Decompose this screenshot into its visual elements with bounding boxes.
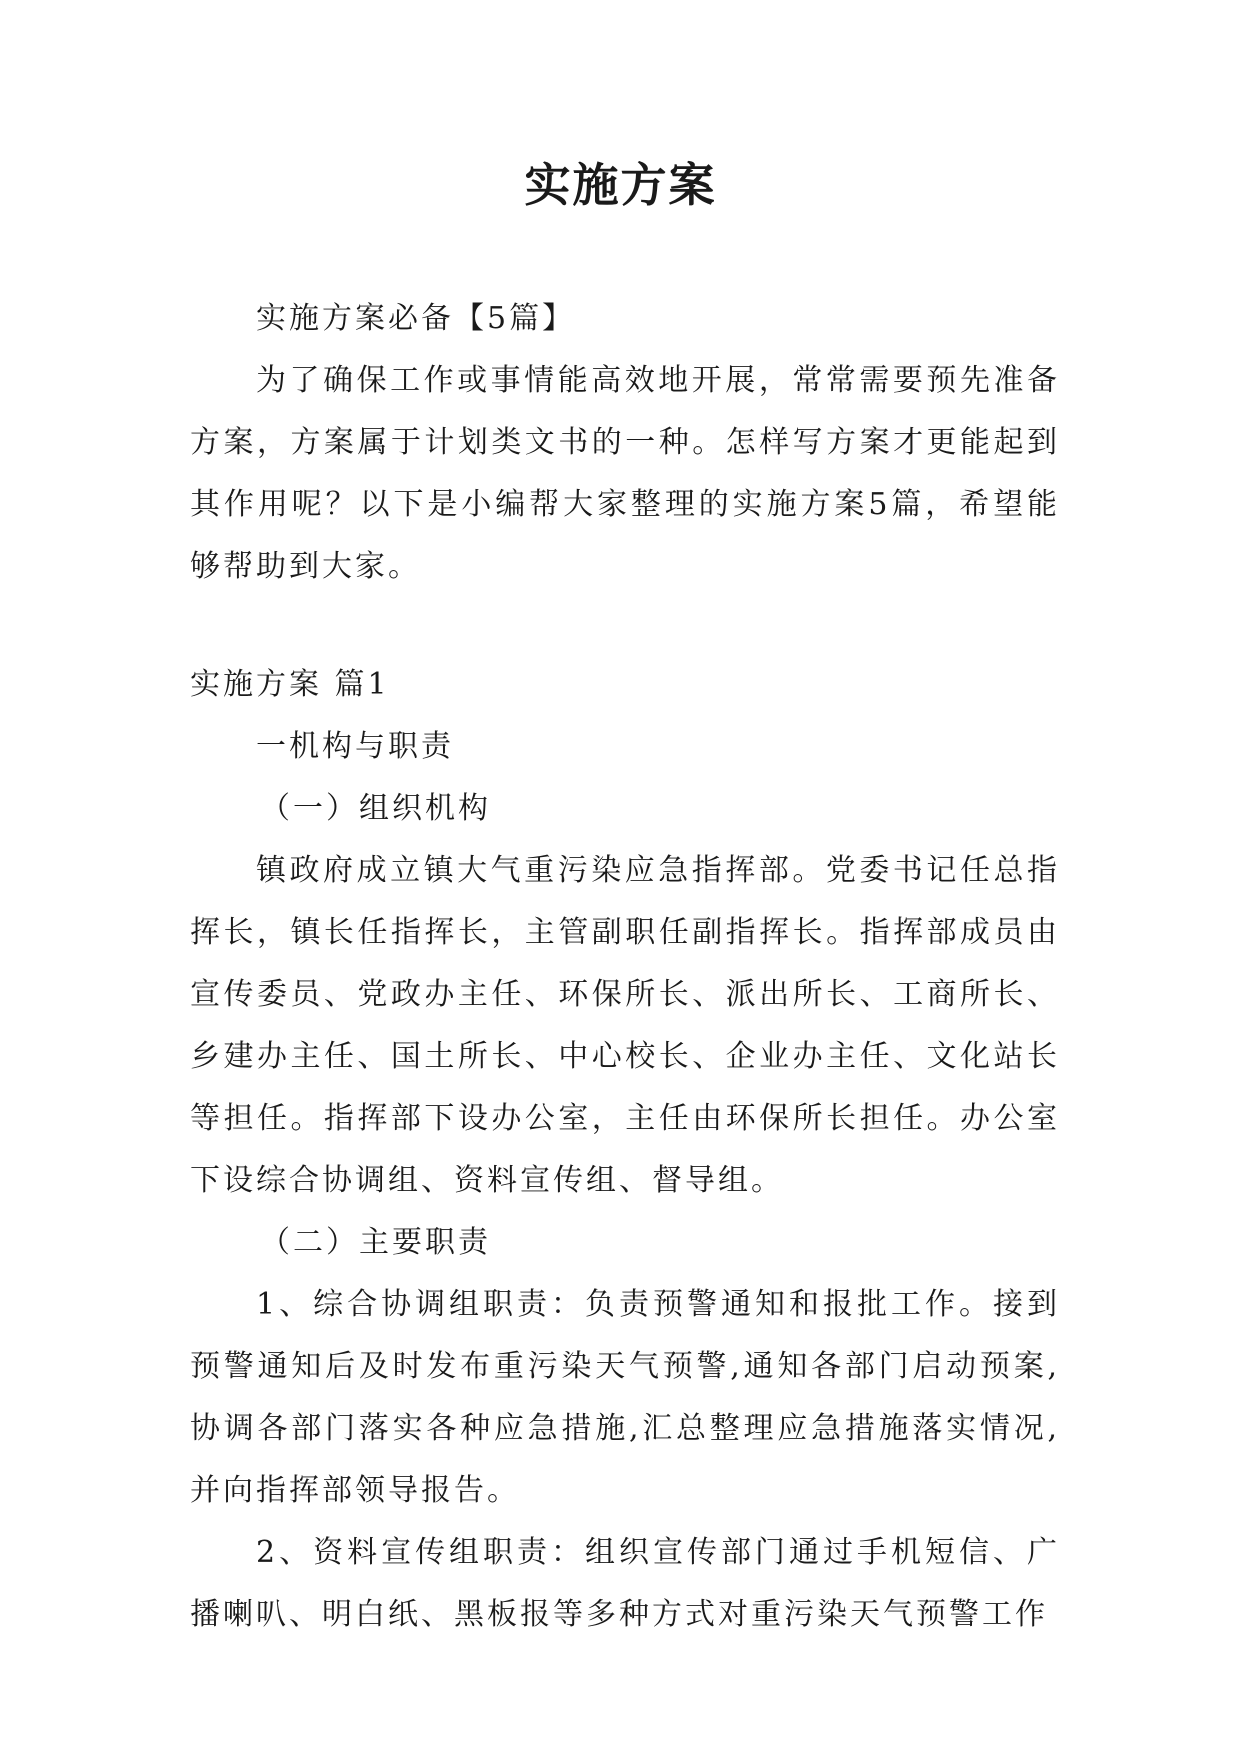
document-body xyxy=(190,288,1060,1646)
duty-paragraph-publicity: 2、资料宣传组职责：组织宣传部门通过手机短信、广播喇叭、明白纸、黑板报等多种方式对重污染天气预警工作 xyxy=(190,1535,1060,1632)
section-heading: 实施方案 篇1 xyxy=(190,667,390,702)
subsection-heading-organization: （一）组织机构 xyxy=(260,791,491,826)
part-heading: 一机构与职责 xyxy=(256,729,454,764)
organization-paragraph: 镇政府成立镇大气重污染应急指挥部。党委书记任总指挥长，镇长任指挥长，主管副职任副指挥长。指挥部成员由宣传委员、党政办主任、环保所长、派出所长、工商所长、乡建办主任、国土所长、中心校长、企业办主任、文化站长等担任。指挥部下设办公室，主任由环保所长担任。办公室下设综合协调组、资料宣传组、督导组。 xyxy=(190,853,1060,1198)
intro-paragraph: 为了确保工作或事情能高效地开展，常常需要预先准备方案，方案属于计划类文书的一种。怎样写方案才更能起到其作用呢？以下是小编帮大家整理的实施方案5篇，希望能够帮助到大家。 xyxy=(190,363,1060,584)
duty-paragraph-coordination: 1、综合协调组职责：负责预警通知和报批工作。接到预警通知后及时发布重污染天气预警,通知各部门启动预案,协调各部门落实各种应急措施,汇总整理应急措施落实情况,并向指挥部领导报告。 xyxy=(190,1287,1060,1508)
subsection-heading-duties: （二）主要职责 xyxy=(260,1225,491,1260)
document-subtitle: 实施方案必备【5篇】 xyxy=(256,301,576,336)
document-title: 实施方案 xyxy=(524,158,717,212)
